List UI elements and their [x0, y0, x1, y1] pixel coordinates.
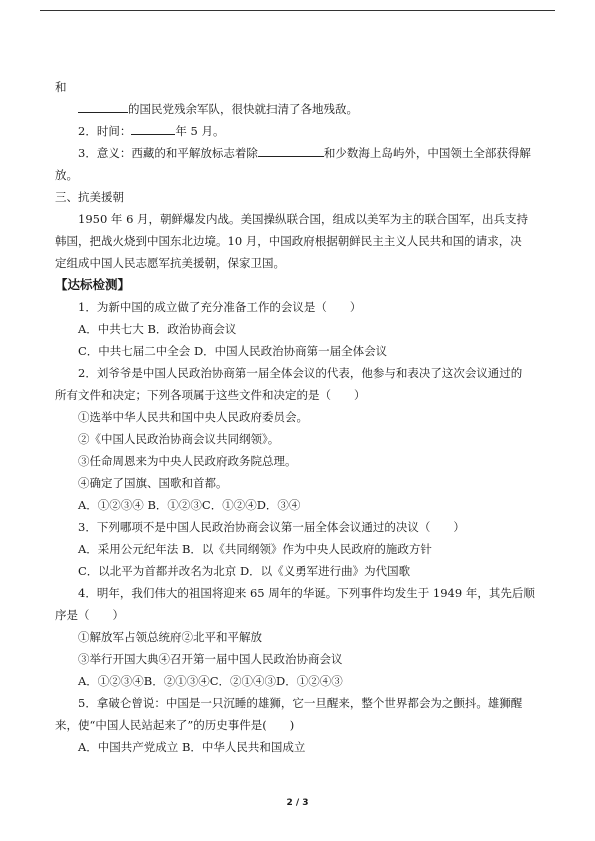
question-stem: 序是（ ） — [55, 608, 124, 622]
question-option: C．以北平为首都并改名为北京 D．以《义勇军进行曲》为代国歌 — [78, 564, 411, 578]
paragraph-line: 定组成中国人民志愿军抗美援朝，保家卫国。 — [55, 256, 285, 270]
question-stem: 1．为新中国的成立做了充分准备工作的会议是（ ） — [78, 300, 362, 314]
text-line — [55, 98, 545, 120]
fill-blank — [78, 100, 128, 113]
question-option: A．①②③④B．②①③④C．②①④③D．①②④③ — [78, 674, 343, 688]
header-rule — [40, 10, 555, 11]
question-option: ④确定了国旗、国歌和首都。 — [78, 476, 228, 490]
question-stem: 2．刘爷爷是中国人民政治协商第一届全体会议的代表，他参与和表决了这次会议通过的 — [78, 366, 523, 380]
text-line — [55, 120, 545, 142]
paragraph-line: 韩国，把战火烧到中国东北边境。10 月，中国政府根据朝鲜民主主义人民共和国的请求，决 — [55, 234, 522, 248]
question-stem: 来，使“中国人民站起来了”的历史事件是( ) — [55, 718, 295, 732]
check-heading: 【达标检测】 — [55, 277, 131, 292]
text-fragment: 和少数海上岛屿外，中国领土全部获得解 — [323, 146, 531, 160]
page-number: 2 / 3 — [286, 798, 309, 808]
section-title: 三、抗美援朝 — [55, 190, 124, 204]
question-option: ①选举中华人民共和国中央人民政府委员会。 — [78, 410, 308, 424]
question-option: A．中国共产党成立 B．中华人民共和国成立 — [78, 740, 306, 754]
question-stem: 所有文件和决定；下列各项属于这些文件和决定的是（ ） — [55, 388, 366, 402]
question-option: ①解放军占领总统府②北平和平解放 — [78, 630, 262, 644]
fill-blank — [131, 122, 175, 135]
question-option: A．中共七大 B．政治协商会议 — [78, 322, 237, 336]
question-stem: 4．明年，我们伟大的祖国将迎来 65 周年的华诞。下列事件均发生于 1949 年，其先后顺 — [78, 586, 535, 600]
document-body — [55, 76, 545, 758]
question-stem: 3．下列哪项不是中国人民政治协商会议第一届全体会议通过的决议（ ） — [78, 520, 465, 534]
question-option: ③举行开国大典④召开第一届中国人民政治协商会议 — [78, 652, 343, 666]
paragraph-line: 1950 年 6 月，朝鲜爆发内战。美国操纵联合国，组成以美军为主的联合国军，出兵支持 — [78, 212, 529, 226]
question-option: C．中共七届二中全会 D．中国人民政治协商第一届全体会议 — [78, 344, 388, 358]
text-fragment: 2．时间： — [78, 124, 132, 138]
text-line: 放。 — [55, 168, 78, 182]
text-fragment: 年 5 月。 — [175, 124, 225, 138]
question-option: A．采用公元纪年法 B．以《共同纲领》作为中央人民政府的施政方针 — [78, 542, 432, 556]
fill-blank — [258, 144, 324, 157]
text-line: 和 — [55, 80, 67, 94]
question-option: ③任命周恩来为中央人民政府政务院总理。 — [78, 454, 297, 468]
question-option: ②《中国人民政治协商会议共同纲领》。 — [78, 432, 280, 446]
text-line — [55, 142, 545, 164]
text-fragment: 的国民党残余军队，很快就扫清了各地残敌。 — [128, 102, 358, 116]
text-fragment: 3．意义：西藏的和平解放标志着除 — [78, 146, 258, 160]
question-option: A．①②③④ B．①②③C．①②④D．③④ — [78, 498, 301, 512]
question-stem: 5．拿破仑曾说：中国是一只沉睡的雄狮，它一旦醒来，整个世界都会为之颤抖。雄狮醒 — [78, 696, 523, 710]
